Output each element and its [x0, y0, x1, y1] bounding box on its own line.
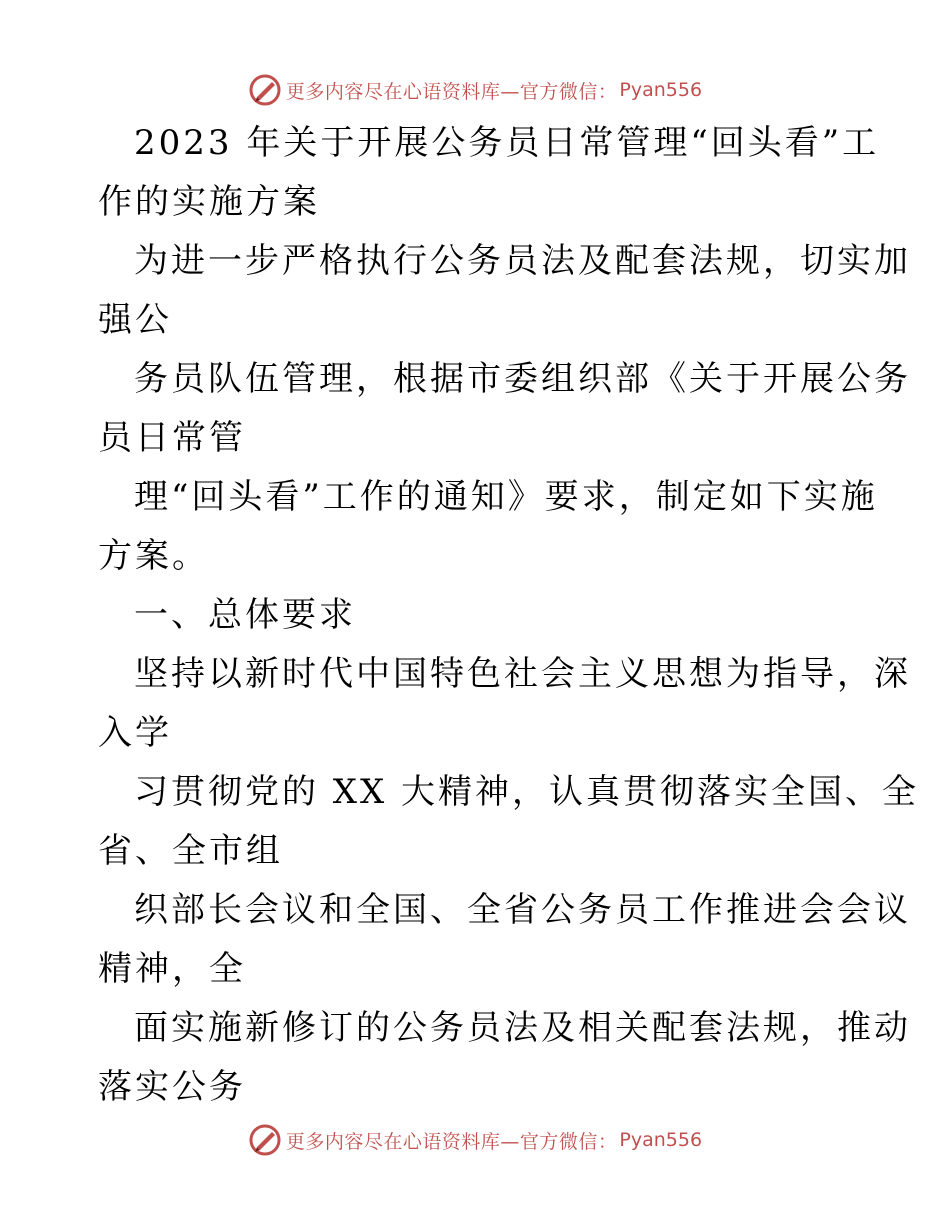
document-body	[98, 114, 920, 1117]
pen-logo-icon	[248, 73, 282, 107]
document-line: 入学	[98, 713, 172, 753]
document-line: 2023 年关于开展公务员日常管理“回头看”工	[134, 123, 880, 163]
document-line: 精神，全	[98, 949, 246, 989]
document-line: 习贯彻党的 XX 大精神，认真贯彻落实全国、全	[134, 772, 920, 812]
document-line: 员日常管	[98, 418, 246, 458]
banner-contact: Pyan556	[619, 79, 703, 101]
banner-text: 更多内容尽在心语资料库—官方微信：	[285, 80, 618, 103]
document-line: 理“回头看”工作的通知》要求，制定如下实施	[134, 477, 878, 517]
header-watermark-banner	[0, 70, 950, 110]
document-line: 务员队伍管理，根据市委组织部《关于开展公务	[134, 359, 911, 399]
footer-watermark-banner	[0, 1120, 950, 1160]
document-line: 面实施新修订的公务员法及相关配套法规，推动	[134, 1008, 911, 1048]
document-line: 强公	[98, 300, 172, 340]
document-line: 织部长会议和全国、全省公务员工作推进会会议	[134, 890, 911, 930]
document-line: 作的实施方案	[98, 182, 320, 222]
document-line: 为进一步严格执行公务员法及配套法规，切实加	[134, 241, 911, 281]
document-line: 一、总体要求	[134, 595, 356, 635]
document-line: 坚持以新时代中国特色社会主义思想为指导，深	[134, 654, 911, 694]
banner-text: 更多内容尽在心语资料库—官方微信：	[285, 1130, 618, 1153]
pen-logo-icon	[248, 1123, 282, 1157]
banner-contact: Pyan556	[619, 1129, 703, 1151]
document-line: 落实公务	[98, 1067, 246, 1107]
document-line: 省、全市组	[98, 831, 283, 871]
document-line: 方案。	[98, 536, 209, 576]
